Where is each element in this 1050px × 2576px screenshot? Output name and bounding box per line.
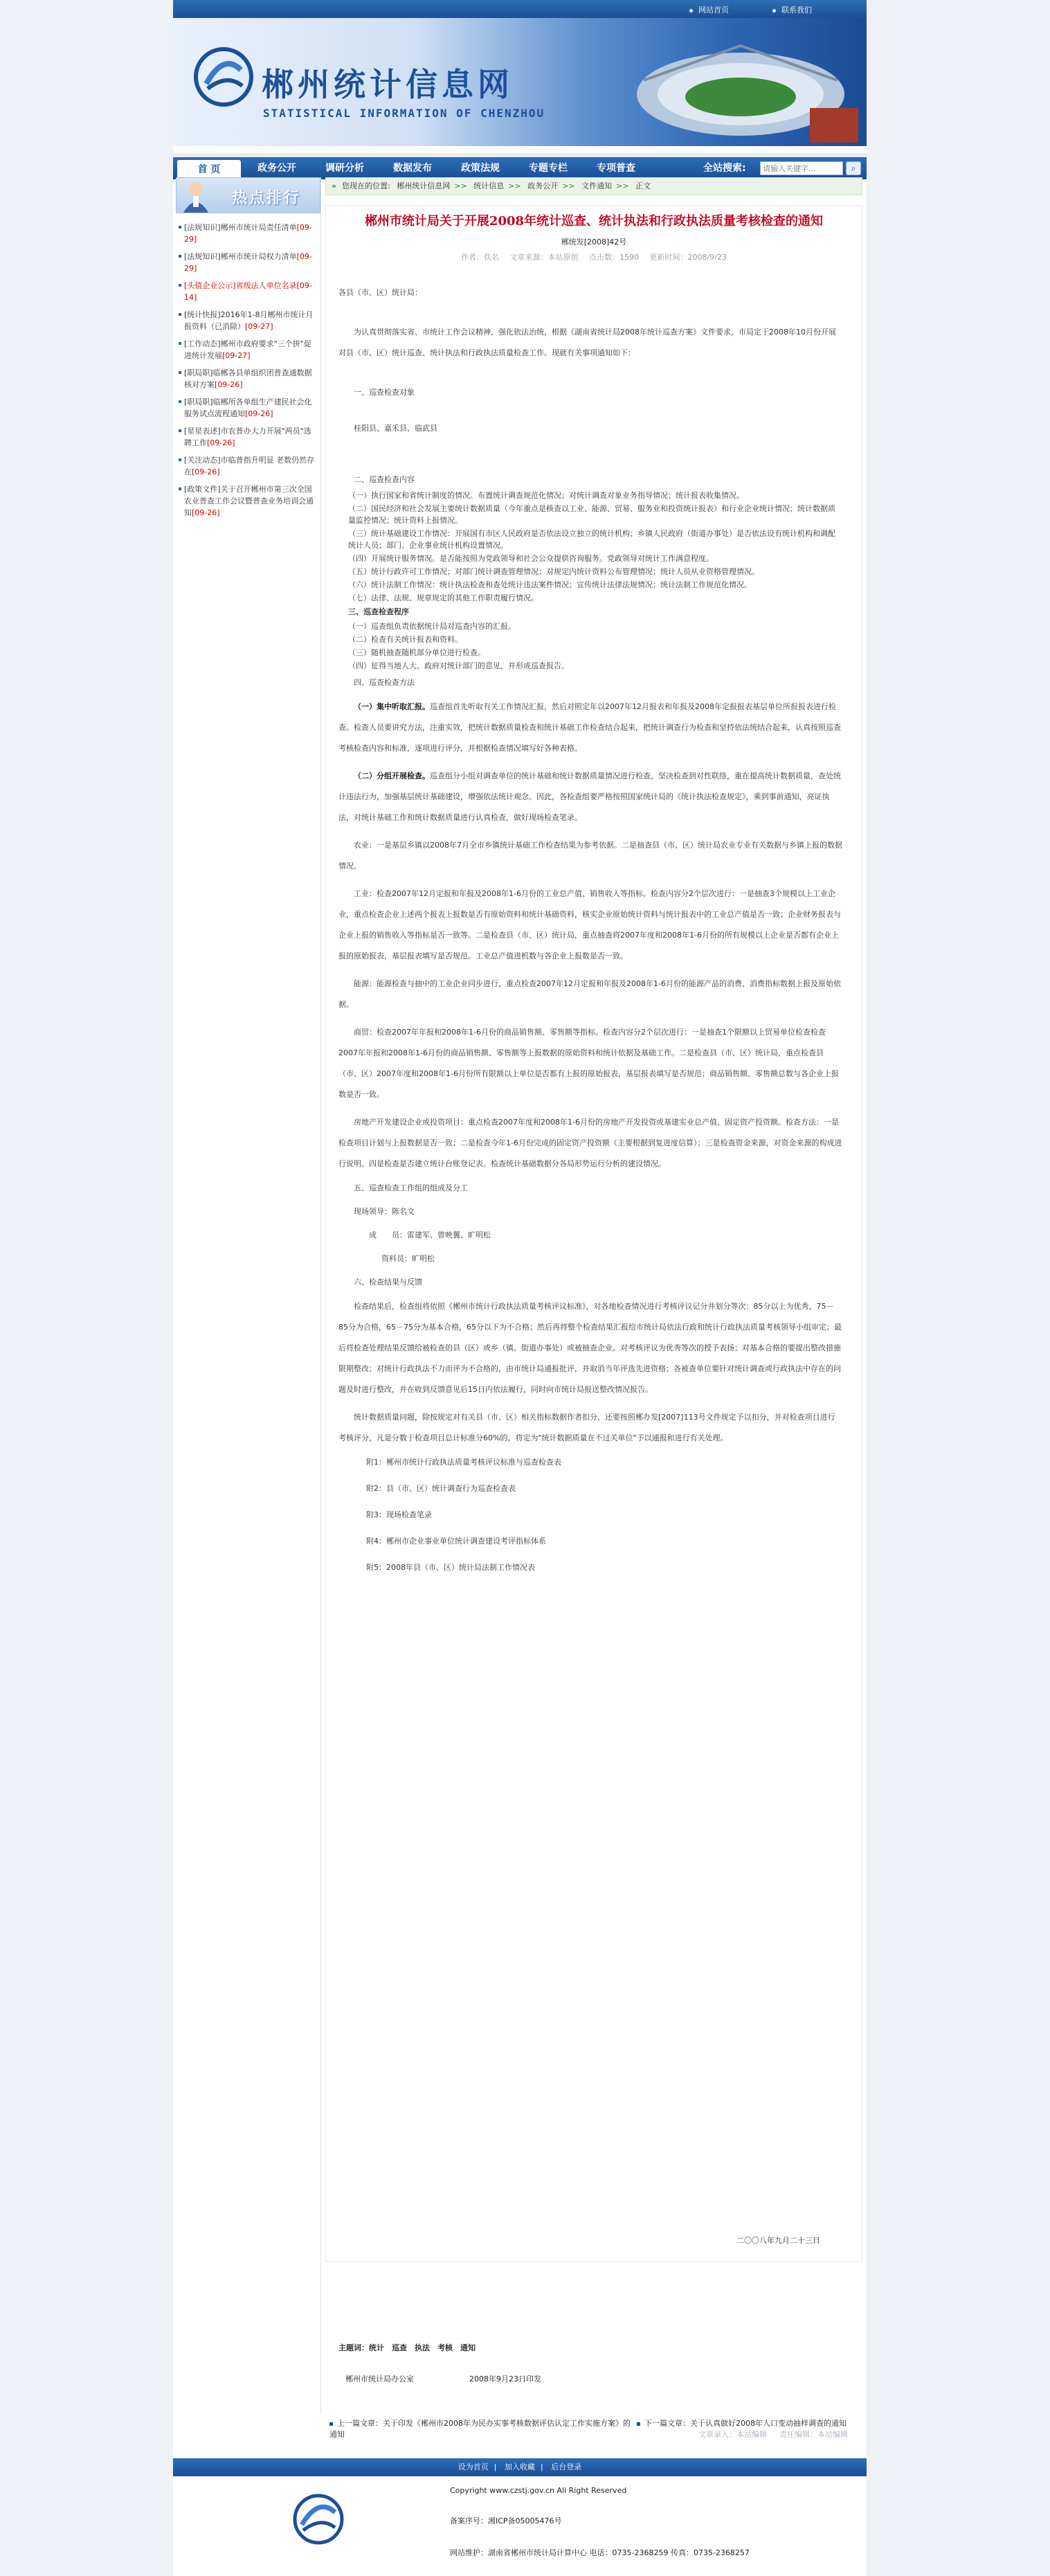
editors — [686, 2429, 848, 2440]
hot-list-item-title[interactable]: [统计快报]2016年1-8月郴州市统计月报资料（已消除） — [184, 310, 314, 331]
header-banner — [173, 18, 867, 146]
hot-list-item-title[interactable]: [头值企业公示]省级法人单位名录 — [184, 281, 297, 290]
top-link-home[interactable] — [689, 4, 729, 15]
add-favorite-link[interactable]: 加入收藏 — [505, 2462, 535, 2471]
search-label: 全站搜索: — [703, 163, 746, 174]
method-text: 巡查组首先听取有关工作情况汇报，然后对照定年以2007年12月报表和年报及2008年定报报表基层单位所报报表进行检查。检查人员要讲究方法，注重实效，把统计数据质量检查和统计基础工作检查结合起来，把统计调查行为检查和坚持依法统结合起来，认真按照巡查考核检查内容和标准，逐项进行评分，并根据检查情况填写好各种表格。 — [338, 702, 841, 753]
team-leader: 现场领导：陈名文 — [354, 1207, 415, 1216]
hot-list — [176, 213, 320, 519]
footer-logo-icon — [291, 2492, 346, 2547]
section-heading: 五、巡查检查工作组的组成及分工 — [354, 1183, 468, 1192]
top-strip — [173, 0, 867, 18]
hot-list-item-date: [09-14] — [184, 281, 312, 302]
procedure-item: （四）征得当地人大、政府对统计部门的意见，并形成巡查报告。 — [348, 661, 569, 670]
site-title: 郴州统计信息网 — [262, 66, 514, 103]
arrow-icon: » — [332, 181, 337, 190]
sidebar — [176, 177, 321, 2414]
hot-list-item-date: [09-27] — [222, 351, 251, 360]
inspection-item: （四）开展统计服务情况。是否能按照为党政领导和社会公众提供咨询服务。党政领导对统计工作满意程度。 — [348, 554, 714, 563]
method-paragraph: 农业：一是基层乡镇以2008年7月全市乡镇统计基础工作检查结果为参考依据。二是抽查县（市、区）统计局农业专业有关数据与乡镇上报的数据情况。 — [338, 841, 842, 870]
page — [173, 0, 867, 2576]
intro-paragraph: 为认真贯彻落实省、市统计工作会议精神，强化依法治统，根据《湖南省统计局2008年统计巡查方案》文件要求，市局定于2008年10月份开展对县（市、区）统计巡查、统计执法和行政执法质量检查工作。现就有关事项通知如下： — [338, 328, 836, 357]
issue-date: 2008年9月23日印发 — [469, 2374, 541, 2383]
section-text: 桂阳县、嘉禾县、临武县 — [354, 424, 437, 433]
method-paragraph — [338, 697, 842, 759]
inspection-item: （二）国民经济和社会发展主要统计数据质量（今年重点是核查以工业、能源、贸易、服务业和投资统计报表）和行业企业统计情况；统计数据质量监控情况；统计资料上报情况。 — [348, 504, 835, 525]
section-heading: 二、巡查检查内容 — [354, 475, 415, 484]
bullet-icon — [772, 9, 776, 12]
breadcrumb-link[interactable]: 郴州统计信息网 — [397, 181, 451, 190]
meta-author: 作者：佚名 — [461, 253, 500, 262]
hot-list-item-date: [09-26] — [215, 380, 243, 389]
footer-links: 设为首页 | 加入收藏 | 后台登录 — [173, 2458, 867, 2476]
inspection-item: （三）统计基础建设工作情况：开展国有市区人民政府是否依法设立独立的统计机构；乡镇人民政府（街道办事处）是否依法设有统计机构和调配统计人员；部门、企业事业统计机构设置情况。 — [348, 529, 835, 550]
top-link-contact-label[interactable]: 联系我们 — [781, 6, 812, 15]
hot-list-item-title[interactable]: [职局职]临郴各县单组织团普查通数据核对方案 — [184, 368, 312, 389]
procedure-item: （一）巡查组负责依据统计局对巡查内容的汇报。 — [348, 622, 516, 631]
main-nav — [173, 153, 867, 175]
section-heading: 六、检查结果与反馈 — [354, 1278, 422, 1287]
nav-gov-affairs[interactable]: 政务公开 — [257, 163, 296, 174]
bullet-icon — [329, 2422, 333, 2426]
search-input[interactable] — [760, 161, 843, 175]
nav-data-release[interactable]: 数据发布 — [393, 163, 432, 174]
bullet-icon — [637, 2422, 640, 2426]
issuer-line — [345, 2373, 541, 2384]
article-meta — [326, 251, 862, 262]
editor-responsible: 责任编辑：本站编辑 — [779, 2430, 848, 2439]
hot-ranking-title: 热点排行 — [232, 190, 302, 207]
copyright: Copyright www.czstj.gov.cn All Right Reserved — [450, 2486, 627, 2495]
admin-login-link[interactable]: 后台登录 — [551, 2462, 582, 2471]
hot-list-item-date: [09-29] — [184, 223, 312, 244]
nav-home[interactable]: 首 页 — [177, 160, 241, 179]
site-logo-icon — [192, 46, 255, 108]
nav-research[interactable]: 调研分析 — [325, 163, 364, 174]
hot-list-item[interactable] — [179, 280, 318, 303]
procedure-item: （二）检查有关统计报表和资料。 — [348, 635, 462, 644]
hot-list-item-date: [09-26] — [192, 508, 220, 517]
attachments — [338, 1456, 842, 1575]
procedure-items — [338, 620, 842, 672]
hot-list-item-date: [09-26] — [245, 409, 273, 418]
next-article-link[interactable] — [637, 2418, 858, 2429]
hot-list-item-title[interactable]: [法规知识]郴州市统计局责任清单 — [184, 223, 297, 232]
breadcrumb-label: 您现在的位置: — [342, 181, 390, 190]
method-paragraph: 商贸：检查2007年年报和2008年1-6月份的商品销售额、零售额等指标。检查内容分2个层次进行：一是抽查1个限额以上贸易单位检查检查2007年年报和2008年1-6月份的商品销售额、零售额等上报数据的原始资料和统计依据及基础工作。二是检查县（市、区）统计局，重点检查县（市、区）2007年度和2008年1-6月份所有限额以上单位是否都有上报的原始报表，基层报表填写是否规范；商品销售额、零售额总数与各企业上报数是否一致。 — [338, 1028, 839, 1099]
nav-census[interactable]: 专项普查 — [597, 163, 635, 174]
hot-list-item-title[interactable]: [政策文件]关于召开郴州市第三次全国农业普查工作会议暨普查业务培训会通知 — [184, 485, 314, 517]
bullet-icon — [689, 9, 693, 12]
hot-list-item[interactable] — [179, 425, 318, 449]
breadcrumb: » 您现在的位置: 郴州统计信息网 >> 统计信息 >> 政务公开 >> 文件通知 >> 正文 — [325, 177, 862, 195]
person-icon — [181, 179, 211, 213]
breadcrumb-current: 正文 — [635, 181, 651, 190]
stadium-image — [630, 39, 858, 143]
issuer: 郴州市统计局办公室 — [345, 2374, 414, 2383]
meta-source: 文章来源：本站原创 — [509, 253, 579, 262]
inspection-item: （一）执行国家和省统计制度的情况。布置统计调查规范化情况；对统计调查对象业务指导情况；统计报表收集情况。 — [348, 491, 744, 500]
hot-list-item[interactable] — [179, 483, 318, 519]
article-title: 郴州市统计局关于开展2008年统计巡查、统计执法和行政执法质量考核检查的通知 — [364, 214, 824, 229]
method-paragraph — [338, 766, 842, 828]
document-number: 郴统发[2008]42号 — [561, 238, 627, 247]
article-body — [326, 262, 862, 1575]
editor-entry: 文章录入：本站编辑 — [698, 2430, 767, 2439]
attachment-item: 附5：2008年县（市、区）统计局法制工作情况表 — [366, 1563, 535, 1572]
section-heading: 一、巡查检查对象 — [354, 388, 415, 397]
hot-list-item-title[interactable]: [法规知识]郴州市统计局权力清单 — [184, 252, 297, 261]
hot-list-item-date: [09-26] — [207, 438, 235, 447]
breadcrumb-link[interactable]: 文件通知 — [581, 181, 613, 190]
maintainer: 网站维护：湖南省郴州市统计局计算中心 电话：0735-2368259 传真：0735-2368257 — [450, 2548, 750, 2557]
method-paragraph: 能源：能源检查与抽中的工业企业同步进行，重点检查2007年12月定报和年报及2008年1-6月份的能源产品的消费、消费指标数据上报及原始依据。 — [338, 979, 841, 1009]
hot-list-item[interactable] — [179, 367, 318, 391]
site-title-en: STATISTICAL INFORMATION OF CHENZHOU — [263, 107, 545, 120]
nav-special-topics[interactable]: 专题专栏 — [529, 163, 568, 174]
method-paragraph: 房地产开发建设企业或投资项目：重点检查2007年度和2008年1-6月份的房地产开发投资或基建实业总产值、固定资产投资额。检查方法：一是检查项目计划与上报数据是否一致；二是检查今年1-6月份完成的固定资产投资额（主要根据到复进度信算）；三是检查资金来源，对资金来源的构成进行说明。四是检查是否建立统计台账登记表。检查统计基础数据分各局形势运行分析的建设情况。 — [338, 1118, 842, 1168]
hot-list-item[interactable] — [179, 338, 318, 361]
team-members: 成 员：雷建军、曾映翼、旷明松 — [369, 1231, 491, 1240]
team-staff: 资料员：旷明松 — [381, 1254, 435, 1263]
attachment-item: 附3：现场检查笔录 — [366, 1510, 432, 1519]
search-icon: ⌕ — [851, 163, 856, 173]
hot-list-item-date: [09-27] — [245, 322, 273, 331]
procedure-item: （三）随机抽查随机部分单位进行检查。 — [348, 648, 485, 657]
section-heading: 三、巡查检查程序 — [348, 607, 409, 616]
result-paragraph: 检查结果后，检查组将依照《郴州市统计行政执法质量考核评议标准》，对各地检查情况进行考核评议记分并划分等次：85分以上为优秀，75－85分为合格，65－75分为基本合格，65分以下为不合格；然后再将整个检查结果汇报给市统计局依法行政和统计行政执法质量考核领导小组审定；最后将检查处理结果反馈给被检查的县（区）或乡（镇、街道办事处）或被抽查企业。对考核评议为优秀等次的授予表扬；对基本合格的要提出整改措施限期整改；对统计行政执法不力而评为不合格的，由市统计局通报批评，并取消当年评选先进资格；各被查单位要针对统计调查或行政执法中存在的问题及时进行整改，并在收到反馈意见后15日内依法履行，同时向市统计局报送整改情况报告。 — [338, 1302, 842, 1394]
prev-article-label[interactable]: 上一篇文章：关于印发《郴州市2008年为民办实事考核数据评估认定工作实施方案》的通知 — [329, 2419, 631, 2439]
nav-policy[interactable]: 政策法规 — [461, 163, 500, 174]
top-link-contact[interactable] — [772, 4, 812, 15]
main-content — [325, 177, 862, 2439]
prev-article-link[interactable] — [329, 2418, 634, 2440]
hot-list-item[interactable] — [179, 454, 318, 478]
method-lead: （一）集中听取汇报。 — [354, 702, 430, 711]
inspection-items — [338, 490, 842, 604]
meta-updated: 更新时间：2008/9/23 — [649, 253, 727, 262]
next-article-label[interactable]: 下一篇文章：关于认真做好2008年人口变动抽样调查的通知 — [644, 2419, 847, 2428]
hot-list-item-title[interactable]: [工作动态]郴州市政府要求"三个拼"促进统计发展 — [184, 339, 311, 360]
meta-hits: 点击数：1590 — [589, 253, 640, 262]
method-paragraph: 工业：检查2007年12月定报和年报及2008年1-6月份的工业总产值、销售收入等指标。检查内容分2个层次进行：一是抽查3个规模以上工业企业，重点检查企业上述两个报表上报数是否有原始资料和统计基础资料，核实企业原始统计资料与统计报表中的工业总产值是否一致；企业财务报表与企业上报的销售收入等指标是否一致等。二是检查县（市、区）统计局，重点抽查将2007年度和2008年1-6月份的所有规模以上企业是否都有企业上报的原始报表，基层报表填写是否规范。工业总产值进机数与各企业上报数是否一致。 — [338, 889, 841, 960]
inspection-item: （七）法律、法规、规章规定的其他工作职责履行情况。 — [348, 593, 538, 602]
breadcrumb-link[interactable]: 统计信息 — [473, 181, 505, 190]
attachment-item: 附2：县（市、区）统计调查行为巡查检查表 — [366, 1484, 516, 1493]
hot-list-item-date: [09-26] — [192, 467, 220, 476]
footer — [173, 2476, 867, 2576]
hot-list-item[interactable] — [179, 309, 318, 332]
keywords: 主题词：统计 巡查 执法 考核 通知 — [338, 2343, 476, 2352]
document-date: 二〇〇八年九月二十三日 — [736, 2236, 820, 2245]
hot-list-item-date: [09-29] — [184, 252, 312, 273]
search-button[interactable] — [846, 161, 861, 175]
section-heading: 四、巡查检查方法 — [354, 678, 415, 687]
inspection-item: （六）统计法制工作情况：统计执法检查和查处统计违法案件情况；宣传统计法律法规情况；统计法制工作规范化情况。 — [348, 580, 752, 589]
hot-list-item-title[interactable]: [星星表述]市农普办大力开展"两员"选聘工作 — [184, 427, 311, 447]
icp-number: 备案序号：湘ICP备05005476号 — [450, 2516, 562, 2525]
attachment-item: 附4：郴州市企业事业单位统计调查建设考评指标体系 — [366, 1537, 546, 1546]
method-text: 巡查组分小组对调查单位的统计基础和统计数据质量情况进行检查，坚决检查到对性联络，重在提高统计数据质量，查处统计违法行为，加强基层统计基础建设，增强依法统计观念。因此，各检查组要严格按照国家统计局的《统计执法检查规定》，乘到事前通知，亮证执法，对统计基础工作和统计数据质量进行认真检查，做好现场检查笔录。 — [338, 771, 841, 822]
hot-ranking-header — [176, 177, 320, 213]
top-link-home-label[interactable]: 网站首页 — [698, 6, 729, 15]
hot-list-item[interactable] — [179, 396, 318, 420]
method-lead: （二）分组开展检查。 — [354, 771, 430, 780]
salutation: 各县（市、区）统计局： — [338, 288, 422, 297]
breadcrumb-link[interactable]: 政务公开 — [527, 181, 559, 190]
inspection-item: （五）统计行政许可工作情况；对部门统计调查管理情况；对规定内统计资料公布管理情况；统计人员从业资格管理情况。 — [348, 567, 759, 576]
hot-list-item-title[interactable]: [职局职]临郴所各单组生产建民社会化服务试点流程通知 — [184, 397, 312, 418]
set-homepage-link[interactable]: 设为首页 — [458, 2462, 489, 2471]
result-paragraph: 统计数据质量问题，除按规定对有关县（市、区）相关指标数据作者扣分，还要按照郴办发[2007]113号文件规定予以扣分，并对检查项目进行考核评分，凡是分数于检查项目总计标准分60%的，将定为"统计数据质量在不过关单位"予以通报和进行有关处理。 — [338, 1413, 835, 1442]
hot-list-item-title[interactable]: [关注动态]市临普指升明显 老数仍然存在 — [184, 456, 315, 476]
hot-list-item[interactable] — [179, 222, 318, 245]
hot-list-item[interactable] — [179, 251, 318, 274]
attachment-item: 附1：郴州市统计行政执法质量考核评议标准与巡查检查表 — [366, 1458, 561, 1467]
